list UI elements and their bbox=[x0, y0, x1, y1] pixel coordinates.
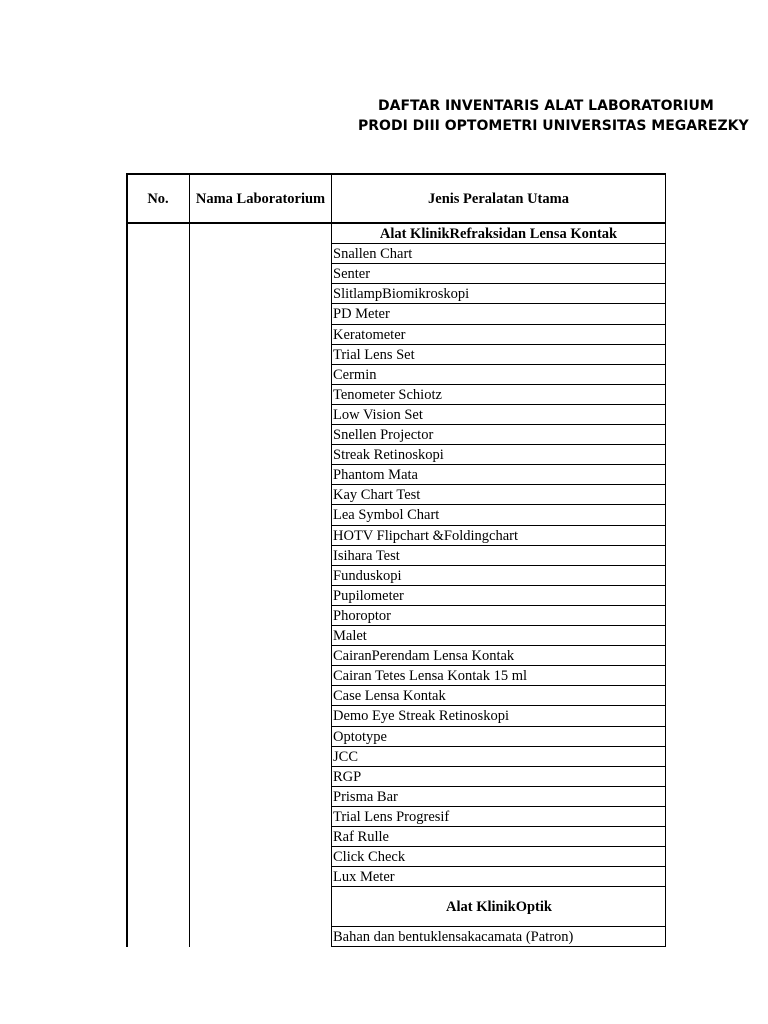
list-item: Lea Symbol Chart bbox=[333, 507, 440, 524]
table-rule bbox=[332, 444, 666, 445]
list-item: HOTV Flipchart &Foldingchart bbox=[333, 527, 518, 544]
document-title-line1: DAFTAR INVENTARIS ALAT LABORATORIUM bbox=[378, 98, 714, 114]
list-item: Phantom Mata bbox=[333, 467, 418, 484]
table-rule bbox=[126, 173, 666, 175]
table-rule bbox=[332, 565, 666, 566]
column-header-nama-laboratorium: Nama Laboratorium bbox=[195, 190, 326, 207]
column-rule bbox=[189, 173, 190, 947]
list-item: Snallen Chart bbox=[333, 246, 413, 263]
table-rule bbox=[332, 545, 666, 546]
column-header-jenis-peralatan: Jenis Peralatan Utama bbox=[428, 190, 569, 207]
list-item: Phoroptor bbox=[333, 607, 391, 624]
list-item: Trial Lens Set bbox=[333, 346, 415, 363]
table-rule bbox=[332, 283, 666, 284]
list-item: Low Vision Set bbox=[333, 406, 423, 423]
table-rule bbox=[332, 404, 666, 405]
table-rule bbox=[332, 926, 666, 927]
table-rule bbox=[332, 324, 666, 325]
list-item: Isihara Test bbox=[333, 547, 400, 564]
list-item: Kay Chart Test bbox=[333, 487, 421, 504]
list-item: Optotype bbox=[333, 728, 387, 745]
list-item: SlitlampBiomikroskopi bbox=[333, 286, 470, 303]
list-item: Cermin bbox=[333, 366, 377, 383]
table-rule bbox=[332, 645, 666, 646]
table-rule bbox=[332, 504, 666, 505]
table-rule bbox=[332, 605, 666, 606]
table-rule bbox=[332, 705, 666, 706]
list-item: Click Check bbox=[333, 849, 406, 866]
table-rule bbox=[332, 826, 666, 827]
table-rule bbox=[332, 786, 666, 787]
column-rule bbox=[331, 173, 332, 947]
table-rule bbox=[332, 263, 666, 264]
list-item: Trial Lens Progresif bbox=[333, 808, 450, 825]
list-item: Keratometer bbox=[333, 326, 406, 343]
table-rule bbox=[332, 384, 666, 385]
table-rule bbox=[332, 484, 666, 485]
column-rule bbox=[665, 173, 666, 947]
table-rule bbox=[332, 846, 666, 847]
table-rule bbox=[332, 525, 666, 526]
list-item: Cairan Tetes Lensa Kontak 15 ml bbox=[333, 668, 528, 685]
list-item: Pupilometer bbox=[333, 587, 404, 604]
table-rule bbox=[332, 344, 666, 345]
table-rule bbox=[332, 665, 666, 666]
list-item: Streak Retinoskopi bbox=[333, 447, 444, 464]
table-rule bbox=[332, 726, 666, 727]
list-item: Funduskopi bbox=[333, 567, 402, 584]
column-header-no: No. bbox=[147, 190, 169, 207]
list-item: Prisma Bar bbox=[333, 788, 398, 805]
table-rule bbox=[332, 303, 666, 304]
table-rule bbox=[332, 625, 666, 626]
table-rule bbox=[332, 585, 666, 586]
table-rule bbox=[332, 946, 666, 947]
table-rule bbox=[332, 866, 666, 867]
list-item: Case Lensa Kontak bbox=[333, 688, 446, 705]
table-rule bbox=[332, 424, 666, 425]
document-title-line2: PRODI DIII OPTOMETRI UNIVERSITAS MEGAREZKY bbox=[358, 118, 749, 134]
table-rule bbox=[332, 685, 666, 686]
table-rule bbox=[332, 243, 666, 244]
list-item: Bahan dan bentuklensakacamata (Patron) bbox=[333, 929, 574, 946]
list-item: Lux Meter bbox=[333, 869, 395, 886]
table-rule bbox=[126, 222, 666, 224]
column-rule bbox=[126, 173, 128, 947]
list-item: PD Meter bbox=[333, 306, 390, 323]
list-item: JCC bbox=[333, 748, 358, 765]
list-item: Demo Eye Streak Retinoskopi bbox=[333, 708, 509, 725]
section-title: Alat KlinikOptik bbox=[446, 899, 552, 916]
section-title: Alat KlinikRefraksidan Lensa Kontak bbox=[379, 226, 618, 242]
list-item: Senter bbox=[333, 266, 371, 283]
list-item: RGP bbox=[333, 768, 362, 785]
list-item: Snellen Projector bbox=[333, 427, 434, 443]
list-item: Tenometer Schiotz bbox=[333, 386, 442, 403]
list-item: CairanPerendam Lensa Kontak bbox=[333, 648, 515, 665]
table-rule bbox=[332, 806, 666, 807]
table-rule bbox=[332, 364, 666, 365]
table-rule bbox=[332, 464, 666, 465]
table-rule bbox=[332, 766, 666, 767]
list-item: Malet bbox=[333, 628, 367, 644]
table-rule bbox=[332, 886, 666, 887]
table-rule bbox=[332, 746, 666, 747]
list-item: Raf Rulle bbox=[333, 829, 389, 845]
